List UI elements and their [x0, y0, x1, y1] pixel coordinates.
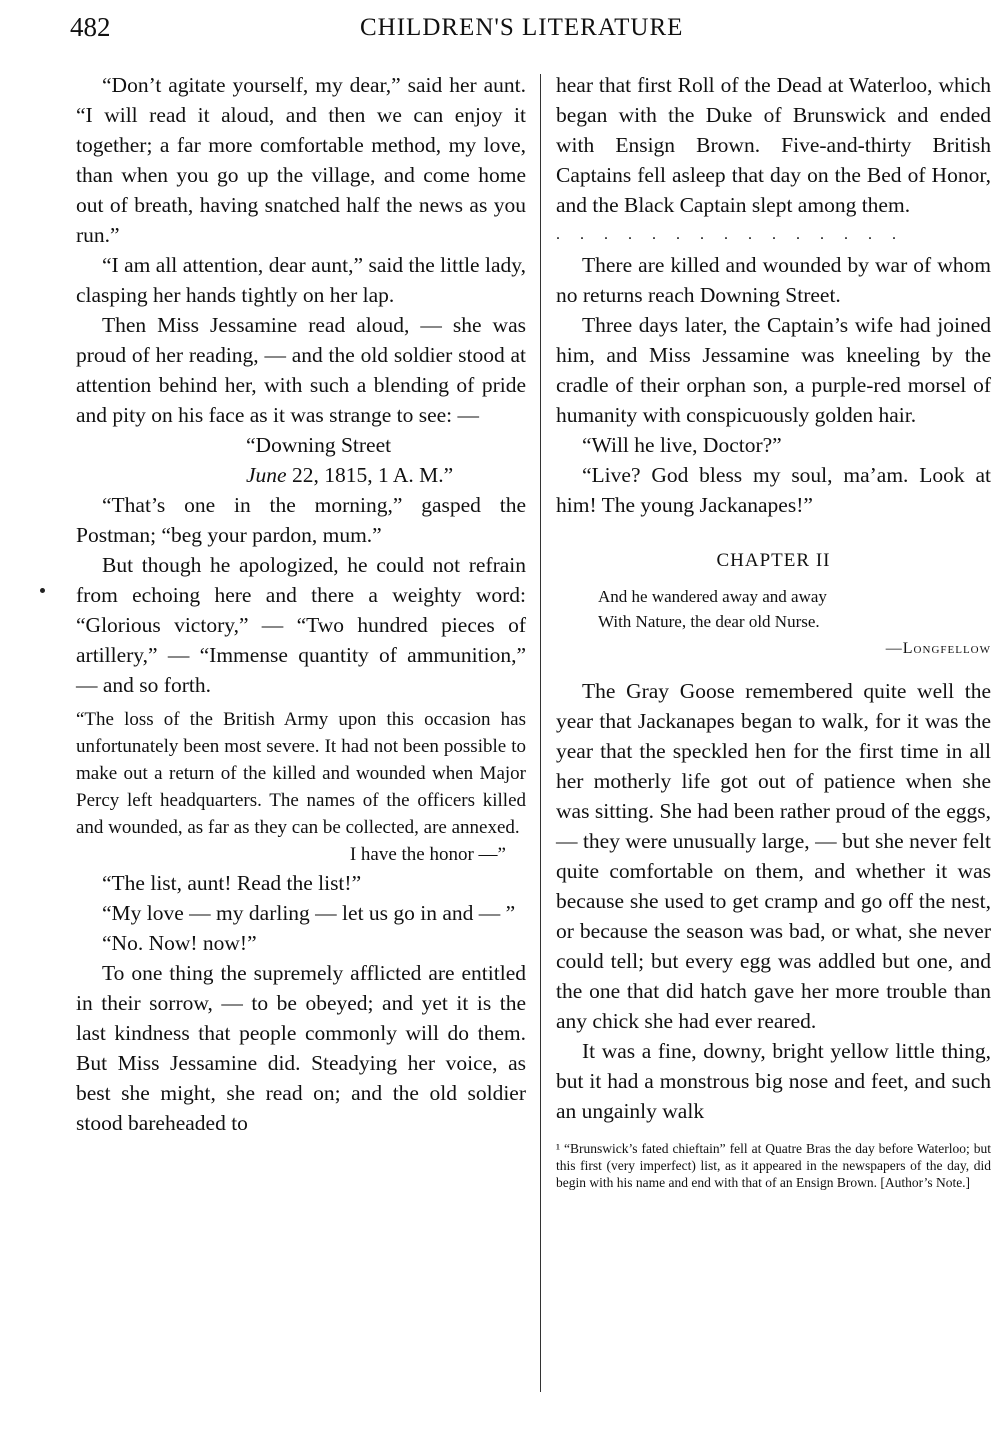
paragraph: “Don’t agitate yourself, my dear,” said her aunt. “I will read it aloud, and then we can enjoy it together; a far more comfortable method, my love, than when you go up the village, and come home out of breath, having snatched half the news as you run.”: [76, 73, 526, 247]
letter-signature: I have the honor —”: [349, 844, 506, 865]
paragraph: “Live? God bless my soul, ma’am. Look at him! The young Jackanapes!”: [556, 463, 991, 517]
paragraph: Then Miss Jessamine read aloud, — she was proud of her reading, — and the old soldier stood at attention behind her, with such a blending of pride and pity on his face as it was strange to see: —: [76, 313, 526, 427]
letter-date-rest: 22, 1815, 1 A. M.”: [286, 463, 454, 487]
epigraph-line: With Nature, the dear old Nurse.: [598, 612, 820, 631]
margin-mark: [40, 588, 45, 593]
column-rule: [540, 74, 541, 1392]
paragraph: “That’s one in the morning,” gasped the Postman; “beg your pardon, mum.”: [76, 493, 526, 547]
letter-date-month: June: [246, 463, 287, 487]
paragraph: “The list, aunt! Read the list!”: [102, 871, 362, 895]
paragraph: It was a fine, downy, bright yellow little thing, but it had a monstrous big nose and feet, and such an ungainly walk: [556, 1039, 991, 1123]
footnote: ¹ “Brunswick’s fated chieftain” fell at Quatre Bras the day before Waterloo; but this first (very imperfect) list, as it appeared in the newspapers of the day, did begin with his name and end with that of an Ensign Brown. [Author’s Note.]: [556, 1141, 991, 1190]
letter-date: [76, 460, 526, 490]
running-title: CHILDREN'S LITERATURE: [360, 14, 684, 41]
paragraph: The Gray Goose remembered quite well the year that Jackanapes began to walk, for it was the year that the speckled hen for the first time in all her motherly life got out of patience when she was sitting. She had been rather proud of the eggs, — they were unusually large, — but she never felt quite comfortable on them, and whether it was because she used to get cramp and go off the nest, or because the season was bad, or what, she never could tell; but every egg was addled but one, and the one that did hatch gave her more trouble than any chick she had ever reared.: [556, 679, 991, 1033]
paragraph: There are killed and wounded by war of whom no returns reach Downing Street.: [556, 253, 991, 307]
paragraph: Three days later, the Captain’s wife had joined him, and Miss Jessamine was kneeling by the cradle of their orphan son, a purple-red morsel of humanity with conspicuously golden hair.: [556, 313, 991, 427]
ellipsis-row: ...............: [556, 226, 916, 243]
chapter-heading: CHAPTER II: [716, 550, 831, 571]
page-number: 482: [70, 12, 111, 42]
letter-quote: “The loss of the British Army upon this occasion has unfortunately been most severe. It had not been possible to make out a return of the killed and wounded when Major Percy left headquarters. The names of the officers killed and wounded, as far as they can be collected, are annexed.: [76, 709, 526, 838]
paragraph: “No. Now! now!”: [102, 931, 257, 955]
paragraph: But though he apologized, he could not refrain from echoing here and there a weighty word: “Glorious victory,” — “Two hundred pieces of artillery,” — “Immense quantity of ammunition,” — and so forth.: [76, 553, 526, 697]
epigraph-author: —Longfellow: [885, 640, 991, 657]
page-header: [70, 8, 990, 48]
paragraph: To one thing the supremely afflicted are entitled in their sorrow, — to be obeyed; and yet it is the last kindness that people commonly will do them. But Miss Jessamine did. Steadying her voice, as best she might, she read on; and the old soldier stood bareheaded to: [76, 961, 526, 1135]
paragraph: “Will he live, Doctor?”: [582, 433, 782, 457]
left-column: [76, 70, 526, 1138]
epigraph-line: And he wandered away and away: [598, 587, 827, 606]
paragraph: “I am all attention, dear aunt,” said the little lady, clasping her hands tightly on her lap.: [76, 253, 526, 307]
letter-dateline: “Downing Street: [246, 433, 392, 457]
paragraph: “My love — my darling — let us go in and — ”: [102, 901, 516, 925]
paragraph: hear that first Roll of the Dead at Waterloo, which began with the Duke of Brunswick and ended with Ensign Brown. Five-and-thirty British Captains fell asleep that day on the Bed of Honor, and the Black Captain slept among them.: [556, 73, 991, 217]
right-column: [556, 70, 991, 1191]
